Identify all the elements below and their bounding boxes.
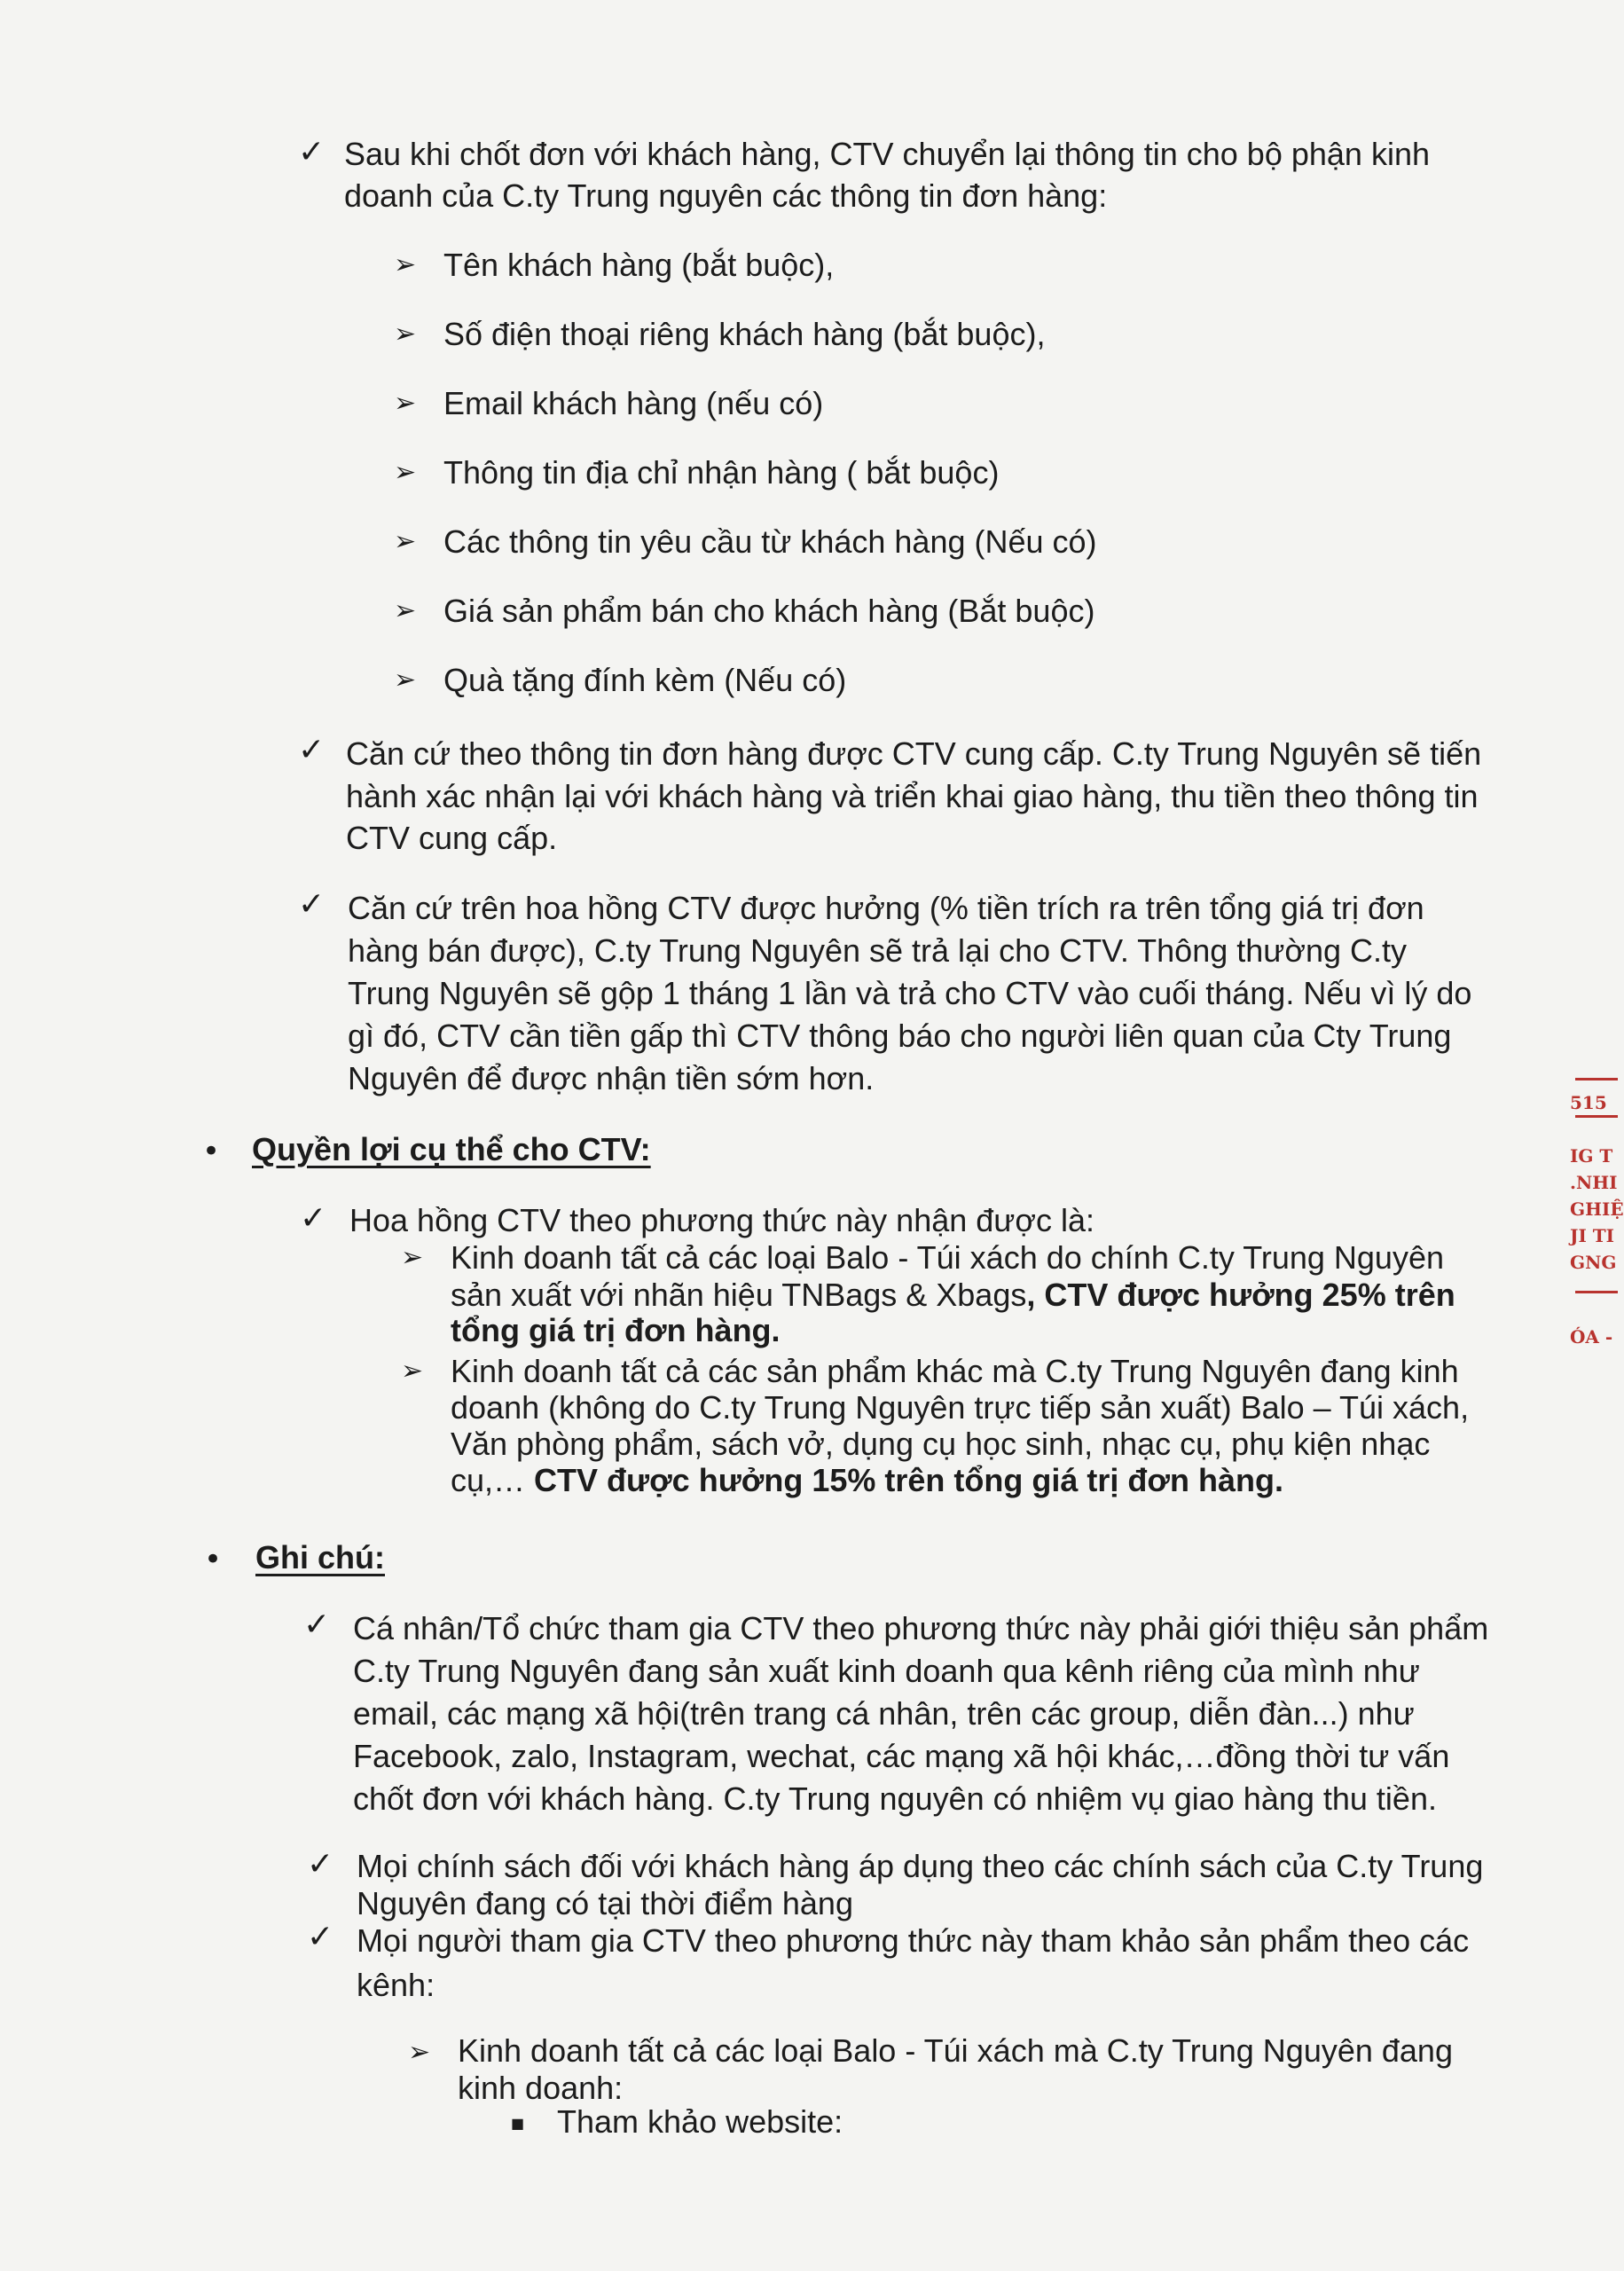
paragraph-line: email, các mạng xã hội(trên trang cá nhân, trên các group, diễn đàn...) như [353, 1695, 1415, 1732]
check-mark-icon: ✓ [298, 886, 326, 923]
check-mark-icon: ✓ [298, 732, 326, 768]
commission-highlight: CTV được hưởng 15% trên tổng giá trị đơn hàng. [534, 1462, 1283, 1498]
paragraph-line: gì đó, CTV cần tiền gấp thì CTV thông báo cho người liên quan của Cty Trung [348, 1018, 1452, 1054]
list-item: Quà tặng đính kèm (Nếu có) [443, 662, 847, 698]
list-item: Kinh doanh tất cả các loại Balo - Túi xách mà C.ty Trung Nguyên đang [458, 2032, 1453, 2069]
check-mark-icon: ✓ [300, 1200, 327, 1237]
stamp-text: GHIỆ [1570, 1198, 1624, 1220]
arrow-bullet-icon: ➢ [394, 388, 417, 419]
arrow-bullet-icon: ➢ [394, 249, 417, 280]
paragraph-line: Cá nhân/Tổ chức tham gia CTV theo phương thức này phải giới thiệu sản phẩm [353, 1610, 1489, 1646]
square-bullet-icon: ■ [511, 2115, 525, 2132]
list-item-text: cụ,… [451, 1462, 535, 1498]
list-item: Thông tin địa chỉ nhận hàng ( bắt buộc) [443, 454, 1000, 491]
stamp-border [1575, 1078, 1618, 1080]
arrow-bullet-icon: ➢ [408, 2037, 431, 2068]
section-heading: Ghi chú: [255, 1539, 385, 1576]
paragraph-line: Mọi người tham gia CTV theo phương thức này tham khảo sản phẩm theo các [357, 1922, 1470, 1959]
stamp-text: 515 [1570, 1092, 1607, 1113]
paragraph-line: Căn cứ theo thông tin đơn hàng được CTV cung cấp. C.ty Trung Nguyên sẽ tiến [346, 735, 1482, 772]
red-stamp [1570, 1069, 1624, 1362]
paragraph-line: chốt đơn với khách hàng. C.ty Trung nguyên có nhiệm vụ giao hàng thu tiền. [353, 1780, 1437, 1817]
paragraph-line: doanh của C.ty Trung nguyên các thông tin đơn hàng: [344, 177, 1108, 214]
paragraph-line: Trung Nguyên sẽ gộp 1 tháng 1 lần và trả cho CTV vào cuối tháng. Nếu vì lý do [348, 975, 1472, 1011]
check-mark-icon: ✓ [307, 1846, 334, 1882]
commission-highlight: , CTV được hưởng 25% trên [1026, 1277, 1455, 1313]
arrow-bullet-icon: ➢ [394, 526, 417, 557]
paragraph-line: Nguyên đang có tại thời điểm hàng [357, 1885, 853, 1921]
paragraph-line: Nguyên để được nhận tiền sớm hơn. [348, 1060, 875, 1096]
stamp-text: .NHI [1570, 1172, 1618, 1193]
stamp-text: GNG [1570, 1252, 1617, 1273]
paragraph-line: Căn cứ trên hoa hồng CTV được hưởng (% tiền trích ra trên tổng giá trị đơn [348, 890, 1424, 926]
paragraph-line: hàng bán được), C.ty Trung Nguyên sẽ trả lại cho CTV. Thông thường C.ty [348, 932, 1408, 969]
stamp-text: ÓA - [1570, 1326, 1613, 1348]
list-item: Các thông tin yêu cầu từ khách hàng (Nếu có) [443, 523, 1097, 560]
paragraph-line: Sau khi chốt đơn với khách hàng, CTV chuyển lại thông tin cho bộ phận kinh [344, 136, 1430, 172]
check-mark-icon: ✓ [307, 1919, 334, 1955]
paragraph-line: C.ty Trung Nguyên đang sản xuất kinh doanh qua kênh riêng của mình như [353, 1653, 1420, 1689]
arrow-bullet-icon: ➢ [401, 1356, 424, 1387]
list-item [451, 1461, 1283, 1500]
paragraph-line: Facebook, zalo, Instagram, wechat, các mạng xã hội khác,…đồng thời tư vấn [353, 1738, 1450, 1774]
list-item: Kinh doanh tất cả các sản phẩm khác mà C.ty Trung Nguyên đang kinh [451, 1353, 1459, 1389]
stamp-text: IG T [1570, 1145, 1613, 1167]
list-item: Kinh doanh tất cả các loại Balo - Túi xách do chính C.ty Trung Nguyên [451, 1239, 1444, 1276]
list-item: Văn phòng phẩm, sách vở, dụng cụ học sinh, nhạc cụ, phụ kiện nhạc [451, 1426, 1431, 1462]
arrow-bullet-icon: ➢ [394, 664, 417, 695]
commission-highlight: tổng giá trị đơn hàng. [451, 1312, 781, 1348]
check-mark-icon: ✓ [303, 1607, 331, 1643]
round-bullet-icon: • [204, 1542, 223, 1577]
paragraph-line: Mọi chính sách đối với khách hàng áp dụng theo các chính sách của C.ty Trung [357, 1848, 1484, 1884]
list-item [451, 1311, 781, 1350]
section-heading: Quyền lợi cụ thể cho CTV: [252, 1131, 651, 1167]
paragraph-line: kênh: [357, 1967, 435, 2003]
round-bullet-icon: • [202, 1134, 221, 1169]
stamp-text: JI TI [1570, 1225, 1615, 1246]
arrow-bullet-icon: ➢ [394, 595, 417, 626]
arrow-bullet-icon: ➢ [394, 318, 417, 350]
arrow-bullet-icon: ➢ [394, 457, 417, 488]
stamp-border [1575, 1291, 1618, 1293]
list-item [451, 1276, 1455, 1315]
paragraph-line: hành xác nhận lại với khách hàng và triển khai giao hàng, thu tiền theo thông tin [346, 778, 1479, 814]
list-item-text: sản xuất với nhãn hiệu TNBags & Xbags [451, 1277, 1027, 1313]
list-item: Tên khách hàng (bắt buộc), [443, 247, 835, 283]
paragraph-line: Hoa hồng CTV theo phương thức này nhận được là: [349, 1202, 1095, 1238]
list-item: Số điện thoại riêng khách hàng (bắt buộc), [443, 316, 1046, 352]
paragraph-line: CTV cung cấp. [346, 820, 558, 856]
list-item: Giá sản phẩm bán cho khách hàng (Bắt buộc) [443, 593, 1095, 629]
list-item: Tham khảo website: [557, 2103, 843, 2140]
check-mark-icon: ✓ [298, 134, 326, 170]
arrow-bullet-icon: ➢ [401, 1242, 424, 1273]
list-item: kinh doanh: [458, 2070, 624, 2106]
list-item: doanh (không do C.ty Trung Nguyên trực tiếp sản xuất) Balo – Túi xách, [451, 1389, 1470, 1426]
list-item: Email khách hàng (nếu có) [443, 385, 824, 421]
stamp-border [1575, 1115, 1618, 1118]
